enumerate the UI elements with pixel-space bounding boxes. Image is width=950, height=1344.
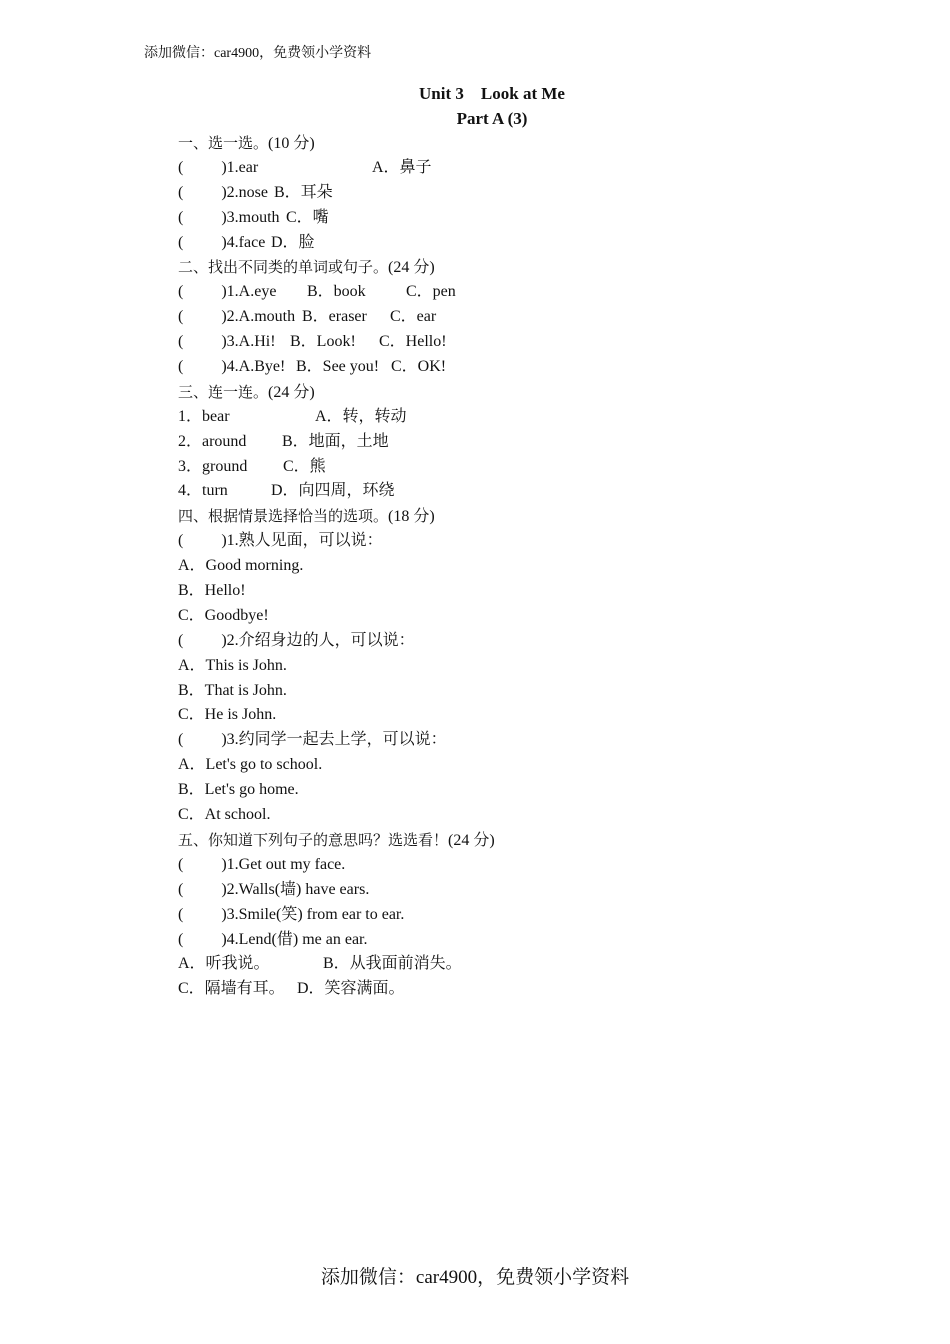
s5-item-2: ( )2.Walls(墙) have ears. [178, 880, 370, 898]
s5-options-cd: C．隔墙有耳。 D．笑容满面。 [178, 980, 405, 998]
s4-q3-option-b: B．Let's go home. [178, 781, 299, 799]
s4-q1-option-a: A．Good morning. [178, 557, 304, 575]
s3-item-2: 2．around B．地面，土地 [178, 432, 389, 450]
section-4-heading: 四、根据情景选择恰当的选项。(18 分) [178, 507, 435, 526]
worksheet-subtitle: Part A (3) [456, 109, 528, 128]
s5-options-ab: A．听我说。 B．从我面前消失。 [178, 955, 462, 973]
s4-q3-option-c: C．At school. [178, 806, 271, 824]
section-2-heading: 二、找出不同类的单词或句子。(24 分) [178, 258, 435, 277]
s5-item-1: ( )1.Get out my face. [178, 855, 346, 873]
s1-item-3: ( )3.mouth C．嘴 [178, 208, 329, 226]
s4-q2-option-a: A．This is John. [178, 656, 287, 674]
header-note: 添加微信：car4900，免费领小学资料 [144, 46, 372, 61]
worksheet-title: Unit 3 Look at Me [419, 84, 565, 103]
s1-item-2: ( )2.nose B．耳朵 [178, 183, 333, 201]
s4-q3-option-a: A．Let's go to school. [178, 756, 323, 774]
s4-question-1: ( )1.熟人见面，可以说： [178, 532, 383, 550]
s5-item-3: ( )3.Smile(笑) from ear to ear. [178, 905, 405, 923]
s4-q2-option-b: B．That is John. [178, 681, 287, 699]
s4-question-2: ( )2.介绍身边的人，可以说： [178, 631, 415, 649]
section-5-heading: 五、你知道下列句子的意思吗？选选看！(24 分) [178, 830, 495, 849]
s2-item-4: ( )4.A.Bye! B．See you! C．OK! [178, 358, 447, 376]
s5-item-4: ( )4.Lend(借) me an ear. [178, 930, 368, 948]
s2-item-2: ( )2.A.mouth B．eraser C．ear [178, 308, 437, 326]
s4-q2-option-c: C．He is John. [178, 706, 277, 724]
footer-note: 添加微信：car4900，免费领小学资料 [320, 1267, 630, 1288]
s3-item-3: 3．ground C．熊 [178, 457, 326, 475]
s3-item-4: 4．turn D．向四周，环绕 [178, 482, 395, 500]
s1-item-1: ( )1.ear A．鼻子 [178, 158, 432, 176]
s4-q1-option-b: B．Hello! [178, 582, 246, 600]
s2-item-1: ( )1.A.eye B．book C．pen [178, 283, 456, 301]
s4-q1-option-c: C．Goodbye! [178, 606, 269, 624]
s4-question-3: ( )3.约同学一起去上学，可以说： [178, 731, 447, 749]
s1-item-4: ( )4.face D．脸 [178, 233, 315, 251]
s2-item-3: ( )3.A.Hi! B．Look! C．Hello! [178, 333, 447, 351]
section-1-heading: 一、选一选。(10 分) [178, 134, 315, 152]
section-3-heading: 三、连一连。(24 分) [178, 382, 315, 401]
worksheet-body [178, 131, 878, 1002]
s3-item-1: 1．bear A．转，转动 [178, 407, 407, 425]
